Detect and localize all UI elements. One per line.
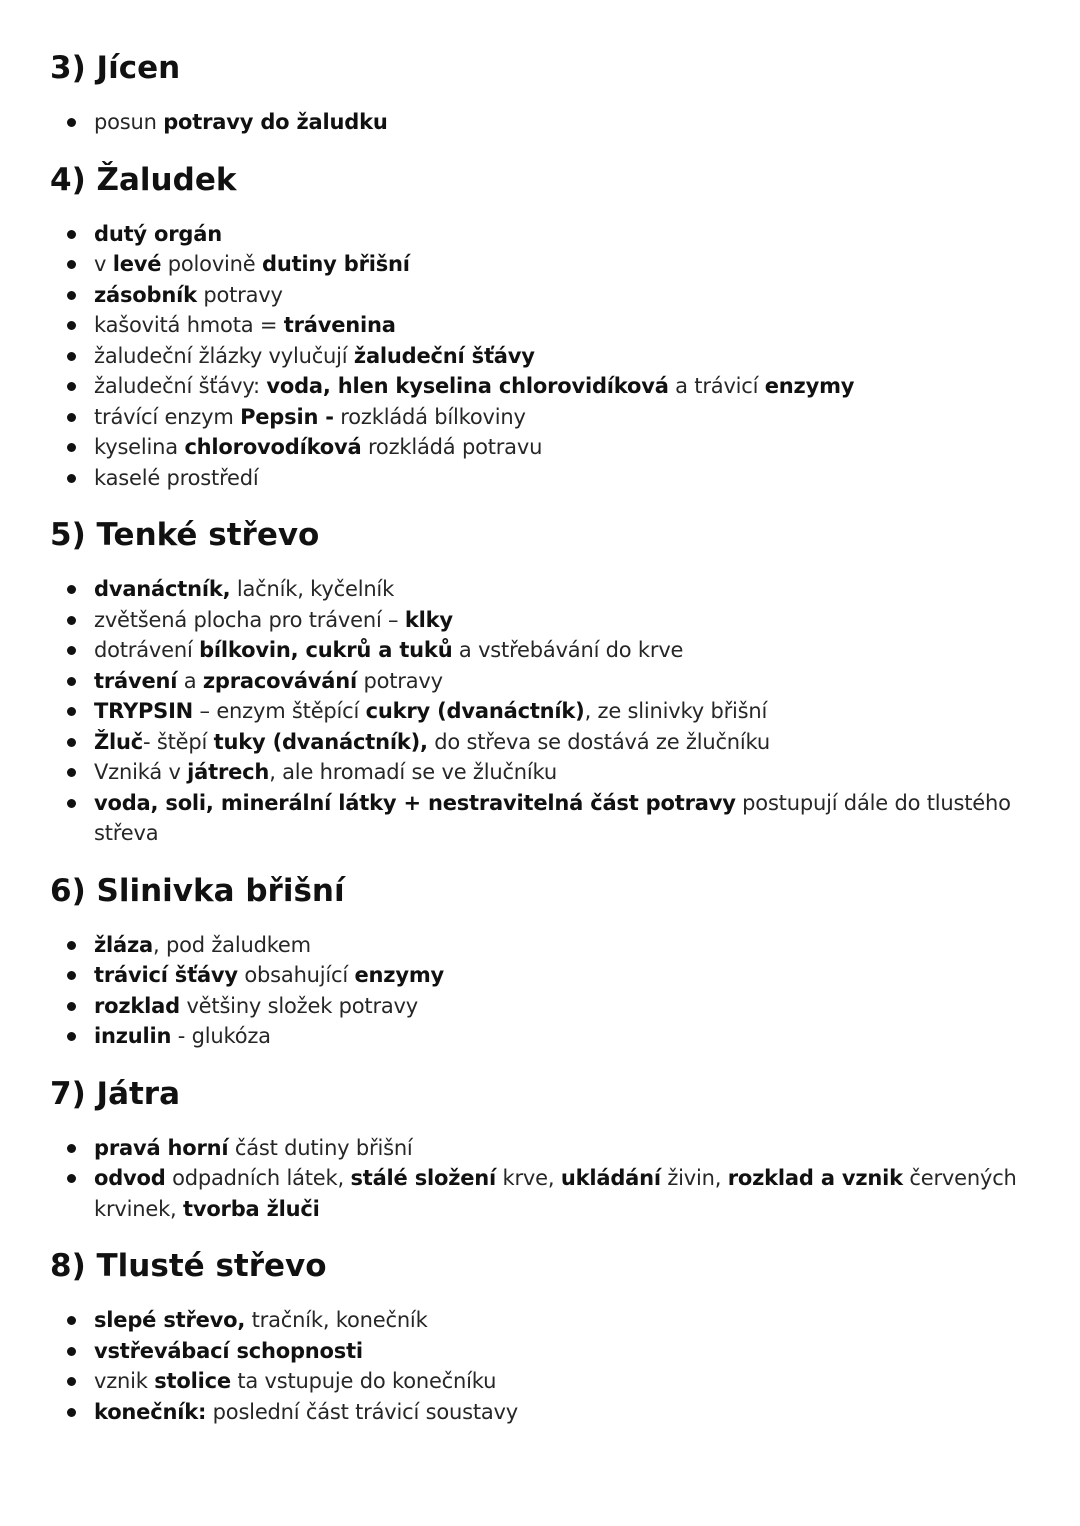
text: tračník, konečník — [245, 1308, 428, 1332]
bold-text: dvanáctník, — [94, 577, 231, 601]
text: kyselina — [94, 435, 185, 459]
text: dotrávení — [94, 638, 200, 662]
list-item — [94, 1366, 1040, 1397]
text: poslední část trávicí soustavy — [206, 1399, 519, 1424]
text: rozkládá bílkoviny — [333, 404, 526, 429]
text: posun — [94, 110, 164, 134]
text: , ze slinivky břišní — [584, 699, 768, 723]
list-item — [94, 1133, 1040, 1164]
section-1 — [50, 48, 1040, 138]
bold-text: Pepsin - — [240, 404, 334, 429]
text: postupují dále do tlustého střeva — [94, 790, 1011, 845]
list-item — [94, 1021, 1040, 1052]
text: rozkládá potravu — [361, 435, 543, 459]
bold-text: stolice — [154, 1369, 231, 1393]
bold-text: trávicí šťávy — [94, 963, 238, 987]
bold-text: chlorovodíková — [184, 435, 362, 459]
list-item — [94, 788, 1040, 849]
text: zvětšená plocha pro trávení – — [94, 607, 405, 632]
text: trávící enzym — [94, 404, 241, 429]
list-item — [94, 635, 1040, 666]
list-item — [94, 219, 1040, 250]
bold-text: tvorba žluči — [183, 1196, 320, 1221]
text: potravy — [357, 668, 443, 693]
list-item — [94, 727, 1040, 758]
text: červených krvinek, — [94, 1166, 1017, 1221]
bullet-list — [50, 930, 1040, 1052]
text: žaludeční žlázky vylučují — [94, 343, 354, 368]
bold-text: trávení — [94, 668, 178, 693]
list-item — [94, 666, 1040, 697]
section-5 — [50, 1074, 1040, 1225]
bold-text: levé — [112, 252, 162, 276]
bold-text: vstřevábací schopnosti — [94, 1338, 363, 1363]
list-item — [94, 1397, 1040, 1428]
list-item — [94, 930, 1040, 961]
section-3 — [50, 515, 1040, 849]
text: krve, — [496, 1166, 561, 1190]
text: většiny složek potravy — [179, 993, 419, 1018]
text: - štěpí — [143, 729, 214, 754]
text: – enzym štěpící — [193, 699, 366, 723]
text: a — [177, 668, 203, 693]
list-item — [94, 463, 1040, 494]
list-item — [94, 280, 1040, 311]
list-item — [94, 696, 1040, 727]
bold-text: bílkovin, cukrů a tuků — [199, 638, 453, 662]
bold-text: voda, soli, minerální látky + nestravitelná část potravy — [94, 790, 736, 815]
section-heading: 5) Tenké střevo — [50, 517, 320, 553]
bold-text: rozklad a vznik — [727, 1166, 903, 1190]
text: polovině — [161, 252, 262, 276]
bold-text: dutý orgán — [94, 221, 222, 246]
list-item — [94, 107, 1040, 138]
bullet-list — [50, 219, 1040, 494]
text: obsahující — [237, 963, 355, 987]
list-item — [94, 371, 1040, 402]
bold-text: tuky (dvanáctník), — [213, 729, 428, 754]
bold-text: TRYPSIN — [94, 699, 194, 723]
bold-text: dutiny břišní — [262, 252, 410, 276]
text: ta vstupuje do konečníku — [230, 1369, 497, 1393]
bold-text: žaludeční šťávy — [353, 343, 535, 368]
bold-text: trávenina — [283, 313, 396, 337]
text: lačník, kyčelník — [230, 577, 395, 601]
list-item — [94, 249, 1040, 280]
text: živin, — [660, 1166, 728, 1190]
text: žaludeční šťávy: — [94, 374, 267, 398]
text: a vstřebávání do krve — [452, 638, 684, 662]
list-item — [94, 960, 1040, 991]
bullet-list — [50, 107, 1040, 138]
list-item — [94, 310, 1040, 341]
list-item — [94, 402, 1040, 433]
list-item — [94, 991, 1040, 1022]
text: , pod žaludkem — [153, 932, 311, 957]
list-item — [94, 341, 1040, 372]
bold-text: zásobník — [94, 282, 197, 307]
bold-text: žláza — [94, 932, 153, 957]
text: , ale hromadí se ve žlučníku — [269, 760, 557, 784]
text: kašovitá hmota = — [94, 313, 284, 337]
section-heading: 8) Tlusté střevo — [50, 1248, 327, 1284]
bold-text: stálé složení — [350, 1166, 497, 1190]
bold-text: cukry (dvanáctník) — [365, 699, 585, 723]
bold-text: potravy do žaludku — [163, 110, 388, 134]
list-item — [94, 605, 1040, 636]
bold-text: klky — [404, 607, 453, 632]
text: vznik — [94, 1369, 155, 1393]
bullet-list — [50, 1305, 1040, 1427]
bold-text: inzulin — [94, 1024, 172, 1048]
section-heading: 4) Žaludek — [50, 161, 237, 198]
list-item — [94, 1305, 1040, 1336]
list-item — [94, 1336, 1040, 1367]
text: Vzniká v — [94, 760, 188, 784]
bold-text: játrech — [187, 760, 270, 784]
bold-text: slepé střevo, — [94, 1308, 246, 1332]
section-heading: 6) Slinivka břišní — [50, 872, 345, 909]
section-heading: 7) Játra — [50, 1075, 181, 1112]
bold-text: rozklad — [94, 993, 180, 1018]
text: potravy — [196, 282, 283, 307]
section-heading: 3) Jícen — [50, 50, 181, 86]
text: kaselé prostředí — [94, 465, 259, 490]
list-item — [94, 1163, 1040, 1224]
bold-text: voda, hlen kyselina chlorovidíková — [266, 374, 669, 398]
bold-text: odvod — [94, 1166, 166, 1190]
list-item — [94, 574, 1040, 605]
section-4 — [50, 871, 1040, 1052]
bold-text: ukládání — [560, 1166, 661, 1190]
list-item — [94, 757, 1040, 788]
text: a trávicí — [668, 374, 765, 398]
text: odpadních látek, — [165, 1166, 351, 1190]
bold-text: enzymy — [764, 374, 855, 398]
text: do střeva se dostává ze žlučníku — [427, 729, 770, 754]
bold-text: Žluč — [94, 729, 144, 754]
bold-text: konečník: — [94, 1399, 207, 1424]
text: - glukóza — [171, 1024, 271, 1048]
list-item — [94, 432, 1040, 463]
bold-text: pravá horní — [94, 1135, 229, 1160]
bullet-list — [50, 574, 1040, 849]
text: v — [94, 252, 113, 276]
section-2 — [50, 160, 1040, 494]
text: část dutiny břišní — [228, 1135, 413, 1160]
bullet-list — [50, 1133, 1040, 1225]
bold-text: zpracovávání — [202, 668, 358, 693]
bold-text: enzymy — [354, 963, 444, 987]
section-6 — [50, 1246, 1040, 1427]
